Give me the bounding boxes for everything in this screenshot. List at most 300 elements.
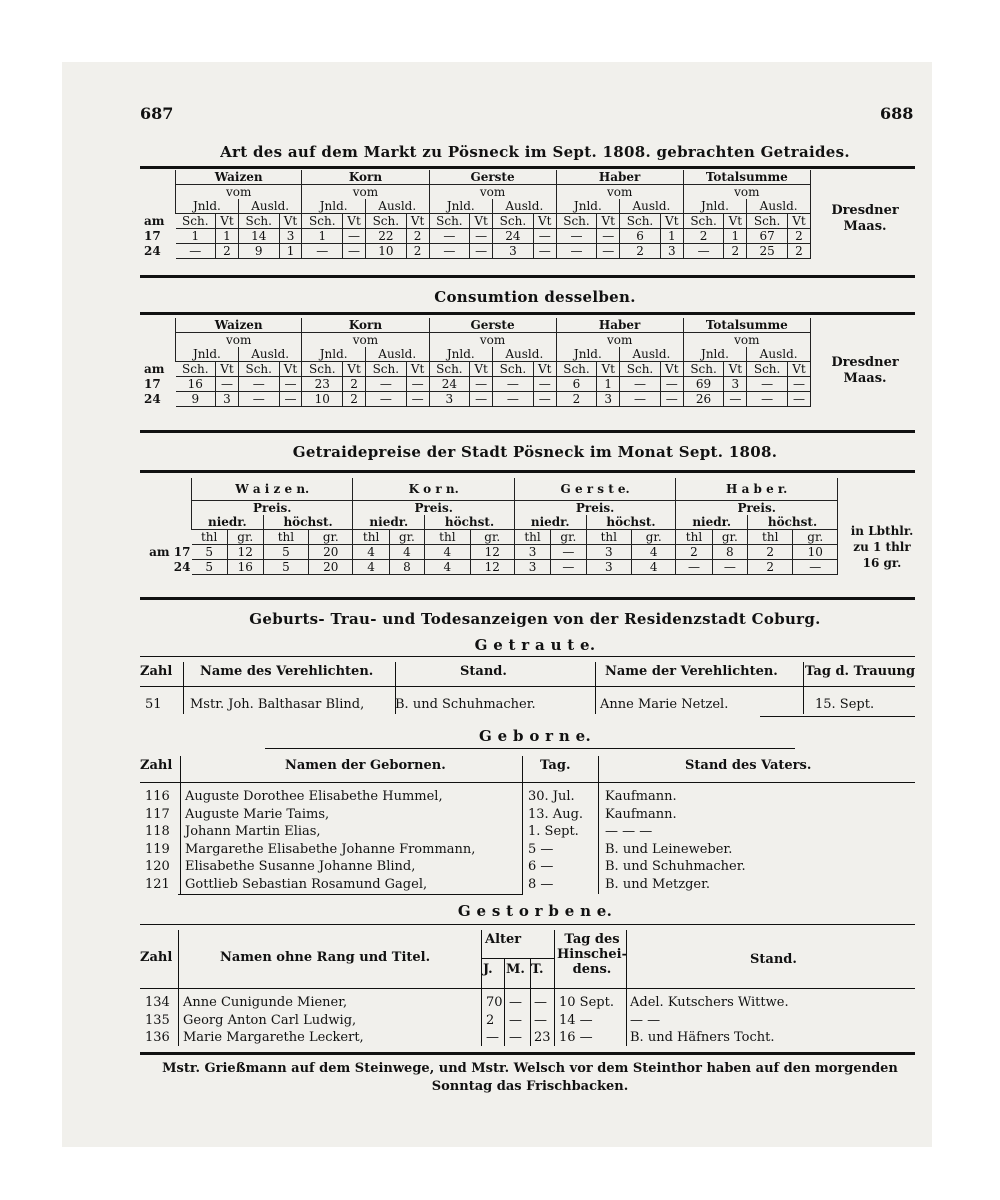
consumption-unit-9-1: Vt [787, 362, 810, 377]
consumption-origin-0-1: Ausld. [238, 347, 302, 362]
market-unit-7-0: Sch. [620, 214, 661, 229]
died-stand: — — [630, 1012, 661, 1028]
market-unit-5-1: Vt [533, 214, 556, 229]
born-rule-top [265, 748, 795, 749]
market-cell: — [302, 244, 343, 259]
married-header [140, 664, 915, 682]
prices-cell: 4 [425, 545, 470, 560]
consumption-vom-2: vom [429, 333, 556, 348]
married-row [140, 696, 915, 713]
consumption-cell: 3 [216, 392, 239, 407]
market-cell: 1 [216, 229, 239, 244]
died-stand: B. und Häfners Tocht. [630, 1030, 775, 1045]
market-origin-3-0: Jnld. [556, 199, 620, 214]
market-unit-label: Dresdner Maas. [831, 203, 899, 234]
consumption-unit-0-0: Sch. [176, 362, 216, 377]
born-no: 116 [145, 789, 170, 804]
consumption-cell: 23 [302, 377, 343, 392]
market-cell: 2 [620, 244, 661, 259]
consumption-cell: 3 [429, 392, 470, 407]
consumption-unit-1-1: Vt [279, 362, 302, 377]
market-cell: 1 [176, 229, 216, 244]
consumption-origin-3-1: Ausld. [620, 347, 684, 362]
market-cell: — [556, 229, 597, 244]
market-origin-row [143, 199, 811, 214]
consumption-grain-3: Haber [556, 318, 683, 333]
prices-preis-2: Preis. [514, 501, 675, 516]
market-cell: 1 [279, 244, 302, 259]
prices-preis-row [143, 501, 838, 516]
consumption-origin-2-1: Ausld. [493, 347, 557, 362]
market-cell: — [429, 244, 470, 259]
prices-cell: 2 [748, 560, 793, 575]
born-day: 1. Sept. [528, 824, 579, 839]
born-header [140, 758, 915, 776]
consumption-vom-4: vom [683, 333, 810, 348]
prices-unit-3-0: thl [425, 530, 470, 545]
died-j: 2 [486, 1012, 495, 1028]
consumption-cell: — [660, 392, 683, 407]
market-unit-2-0: Sch. [302, 214, 343, 229]
consumption-cell: — [365, 392, 406, 407]
prices-cell: 4 [632, 545, 676, 560]
market-cell: — [470, 244, 493, 259]
prices-preis-1: Preis. [353, 501, 514, 516]
consumption-cell: 69 [683, 377, 724, 392]
prices-corner [143, 478, 192, 530]
market-cell: 2 [406, 229, 429, 244]
market-cell: — [343, 244, 366, 259]
prices-cell: 5 [192, 560, 228, 575]
market-origin-4-1: Ausld. [747, 199, 811, 214]
consumption-cell: 1 [597, 377, 620, 392]
prices-unit-corner [143, 530, 192, 545]
consumption-unit-7-0: Sch. [620, 362, 661, 377]
market-cell: 9 [238, 244, 279, 259]
prices-high-2: höchst. [586, 515, 676, 530]
page-number-right: 688 [880, 104, 914, 123]
market-cell: 24 [493, 229, 534, 244]
prices-cell: 2 [676, 545, 712, 560]
born-name: Auguste Dorothee Elisabethe Hummel, [185, 789, 443, 804]
market-vom-3: vom [556, 185, 683, 200]
prices-unit-4-1: gr. [551, 530, 586, 545]
married-title: G e t r a u t e. [474, 636, 596, 654]
died-rule-bottom [140, 1052, 915, 1055]
prices-range-row [143, 515, 838, 530]
born-father: Kaufmann. [605, 789, 677, 804]
market-cell: — [343, 229, 366, 244]
consumption-unit-2-1: Vt [343, 362, 366, 377]
consumption-origin-1-0: Jnld. [302, 347, 366, 362]
died-no: 134 [145, 995, 170, 1010]
market-rule-top [140, 166, 915, 169]
consumption-cell: — [238, 377, 279, 392]
market-grain-2: Gerste [429, 170, 556, 185]
market-title: Art des auf dem Markt zu Pösneck im Sept. 1808. gebrachten Getraides. [220, 143, 850, 161]
prices-unit-6-0: thl [676, 530, 712, 545]
consumption-cell: 26 [683, 392, 724, 407]
prices-rule-top [140, 470, 915, 473]
died-header-j: J. [483, 962, 493, 977]
prices-unit-1-0: thl [263, 530, 308, 545]
died-day: 14 — [559, 1012, 593, 1028]
born-header-day: Tag. [540, 758, 571, 773]
consumption-cell: — [238, 392, 279, 407]
market-day: 17 [144, 229, 161, 243]
market-unit-4-1: Vt [470, 214, 493, 229]
market-origin-1-0: Jnld. [302, 199, 366, 214]
died-j: — [486, 1030, 499, 1045]
consumption-unit-3-1: Vt [406, 362, 429, 377]
consumption-cell: — [787, 377, 810, 392]
consumption-cell: — [620, 377, 661, 392]
market-data-row [143, 244, 811, 259]
market-cell: 2 [683, 229, 724, 244]
market-unit-0-0: Sch. [176, 214, 216, 229]
prices-high-0: höchst. [263, 515, 353, 530]
prices-unit-7-0: thl [748, 530, 793, 545]
consumption-cell: — [747, 392, 788, 407]
market-cell: 67 [747, 229, 788, 244]
consumption-rule-top [140, 312, 915, 315]
born-row [140, 876, 915, 893]
consumption-cell: — [470, 392, 493, 407]
prices-table [143, 478, 838, 575]
prices-cell: 20 [309, 560, 353, 575]
prices-preis-3: Preis. [676, 501, 838, 516]
prices-grain-1: K o r n. [353, 478, 514, 501]
prices-grain-0: W a i z e n. [192, 478, 353, 501]
died-row [140, 994, 915, 1011]
married-header-bride: Name der Verehlichten. [605, 664, 778, 679]
market-cell: 14 [238, 229, 279, 244]
prices-cell: 4 [389, 545, 424, 560]
consumption-origin-0-0: Jnld. [176, 347, 239, 362]
born-father: Kaufmann. [605, 806, 677, 822]
died-name: Georg Anton Carl Ludwig, [183, 1012, 357, 1028]
died-header-name: Namen ohne Rang und Titel. [220, 950, 431, 965]
market-cell: — [556, 244, 597, 259]
market-cell: — [176, 244, 216, 259]
married-vline-1 [183, 662, 184, 714]
died-rule-top [140, 924, 915, 925]
consumption-unit-label: Dresdner Maas. [831, 355, 899, 386]
consumption-cell: — [533, 377, 556, 392]
market-grain-0: Waizen [176, 170, 302, 185]
prices-day: 24 [173, 560, 191, 574]
prices-cell: 3 [514, 545, 550, 560]
married-header-name: Name des Verehlichten. [200, 664, 374, 679]
prices-unit-5-1: gr. [632, 530, 676, 545]
died-row [140, 1029, 915, 1046]
married-rule-top [140, 656, 915, 657]
died-header-m: M. [506, 962, 525, 977]
born-row [140, 823, 915, 840]
prices-cell: 2 [748, 545, 793, 560]
consumption-cell: — [533, 392, 556, 407]
died-m: — [509, 995, 522, 1010]
market-cell: 2 [216, 244, 239, 259]
died-day: 10 Sept. [559, 995, 614, 1010]
prices-cell: — [551, 545, 586, 560]
market-cell: 1 [724, 229, 747, 244]
married-vline-2 [395, 662, 396, 714]
died-vline-2 [481, 930, 482, 1046]
married-header-zahl: Zahl [140, 664, 173, 679]
prices-unit-label-3: 16 gr. [862, 556, 902, 570]
died-vline-1 [178, 930, 179, 1046]
married-vline-4 [803, 662, 804, 714]
prices-unit-7-1: gr. [793, 530, 838, 545]
market-vom-2: vom [429, 185, 556, 200]
prices-cell: 20 [309, 545, 353, 560]
market-cell: 1 [302, 229, 343, 244]
market-unit-row [143, 214, 811, 229]
consumption-cell: — [216, 377, 239, 392]
married-bride: Anne Marie Netzel. [600, 697, 729, 712]
died-t: — [534, 995, 547, 1010]
born-day: 5 — [528, 841, 554, 857]
consumption-unit-5-0: Sch. [493, 362, 534, 377]
market-cell: — [429, 229, 470, 244]
prices-day: am 17 [149, 545, 191, 559]
prices-cell: 5 [263, 545, 308, 560]
market-grain-3: Haber [556, 170, 683, 185]
died-header-t: T. [531, 962, 544, 977]
market-corner [143, 170, 176, 214]
consumption-origin-row [143, 347, 811, 362]
prices-cell: 12 [470, 545, 514, 560]
consumption-unit-8-1: Vt [724, 362, 747, 377]
consumption-origin-2-0: Jnld. [429, 347, 493, 362]
market-origin-2-0: Jnld. [429, 199, 493, 214]
prices-cell: — [676, 560, 712, 575]
market-vom-1: vom [302, 185, 429, 200]
died-no: 135 [145, 1012, 170, 1028]
prices-cell: 12 [227, 545, 263, 560]
prices-unit-0-1: gr. [227, 530, 263, 545]
prices-cell: 16 [227, 560, 263, 575]
prices-cell: 4 [425, 560, 470, 575]
died-header-stand: Stand. [750, 952, 797, 967]
prices-cell: 8 [389, 560, 424, 575]
consumption-cell: — [747, 377, 788, 392]
consumption-corner [143, 318, 176, 362]
market-origin-4-0: Jnld. [683, 199, 747, 214]
market-grain-4: Totalsumme [683, 170, 810, 185]
consumption-grain-4: Totalsumme [683, 318, 810, 333]
born-header-father: Stand des Vaters. [685, 758, 812, 773]
consumption-unit-8-0: Sch. [683, 362, 724, 377]
prices-title: Getraidepreise der Stadt Pösneck im Monat Sept. 1808. [292, 443, 778, 461]
prices-unit-5-0: thl [586, 530, 631, 545]
died-day: 16 — [559, 1030, 593, 1045]
prices-low-3: niedr. [676, 515, 748, 530]
consumption-cell: 2 [343, 392, 366, 407]
born-day: 6 — [528, 859, 554, 874]
consumption-cell: — [493, 392, 534, 407]
market-cell: 2 [724, 244, 747, 259]
died-t: — [534, 1012, 547, 1028]
consumption-unit-3-0: Sch. [365, 362, 406, 377]
born-header-name: Namen der Gebornen. [285, 758, 446, 773]
born-vline-2 [522, 756, 523, 894]
market-am-label: am [144, 214, 165, 228]
married-date: 15. Sept. [815, 697, 875, 712]
market-cell: 2 [406, 244, 429, 259]
market-origin-2-1: Ausld. [493, 199, 557, 214]
consumption-data-row [143, 377, 811, 392]
born-name: Auguste Marie Taims, [185, 806, 330, 822]
consumption-unit-4-1: Vt [470, 362, 493, 377]
market-unit-1-0: Sch. [238, 214, 279, 229]
consumption-cell: 24 [429, 377, 470, 392]
prices-grain-row [143, 478, 838, 501]
market-origin-0-1: Ausld. [238, 199, 302, 214]
consumption-unit-row [143, 362, 811, 377]
market-unit-9-1: Vt [787, 214, 810, 229]
prices-cell: — [793, 560, 838, 575]
died-alter-rule [481, 958, 554, 959]
prices-low-2: niedr. [514, 515, 586, 530]
prices-cell: 5 [263, 560, 308, 575]
market-unit-8-0: Sch. [683, 214, 724, 229]
market-cell: — [683, 244, 724, 259]
prices-cell: 3 [514, 560, 550, 575]
consumption-cell: 16 [176, 377, 216, 392]
married-header-stand: Stand. [460, 664, 507, 679]
born-header-zahl: Zahl [140, 758, 173, 773]
prices-high-3: höchst. [748, 515, 838, 530]
consumption-cell: 9 [176, 392, 216, 407]
born-name: Margarethe Elisabethe Johanne Frommann, [185, 841, 476, 857]
consumption-cell: — [406, 377, 429, 392]
consumption-unit-5-1: Vt [533, 362, 556, 377]
consumption-cell: — [279, 392, 302, 407]
died-rule-mid [140, 988, 915, 989]
consumption-cell: 6 [556, 377, 597, 392]
died-no: 136 [145, 1030, 170, 1045]
born-row [140, 806, 915, 823]
market-unit-6-1: Vt [597, 214, 620, 229]
market-unit-4-0: Sch. [429, 214, 470, 229]
consumption-cell: — [365, 377, 406, 392]
prices-unit-1-1: gr. [309, 530, 353, 545]
market-cell: 1 [660, 229, 683, 244]
prices-unit-label [842, 523, 922, 571]
born-no: 118 [145, 824, 170, 839]
market-rule-bottom [140, 275, 915, 278]
prices-low-1: niedr. [353, 515, 425, 530]
market-cell: 2 [787, 244, 810, 259]
prices-preis-0: Preis. [192, 501, 353, 516]
consumption-vom-0: vom [176, 333, 302, 348]
consumption-cell: 3 [724, 377, 747, 392]
market-unit-3-1: Vt [406, 214, 429, 229]
died-vline-6 [626, 930, 627, 1046]
market-cell: 22 [365, 229, 406, 244]
consumption-unit-9-0: Sch. [747, 362, 788, 377]
born-vline-3 [598, 756, 599, 894]
prices-cell: 4 [353, 560, 389, 575]
born-name: Elisabethe Susanne Johanne Blind, [185, 859, 416, 874]
market-cell: — [597, 244, 620, 259]
consumption-cell: — [724, 392, 747, 407]
prices-cell: 8 [712, 545, 747, 560]
prices-unit-3-1: gr. [470, 530, 514, 545]
consumption-title: Consumtion desselben. [434, 288, 636, 306]
born-father: B. und Metzger. [605, 876, 711, 892]
market-grain-row [143, 170, 811, 185]
married-name: Mstr. Joh. Balthasar Blind, [190, 697, 365, 712]
coburg-title: Geburts- Trau- und Todesanzeigen von der Residenzstadt Coburg. [249, 610, 821, 628]
market-data-row [143, 229, 811, 244]
born-day: 13. Aug. [528, 806, 584, 822]
born-row [140, 841, 915, 858]
prices-unit-row [143, 530, 838, 545]
market-unit-2-1: Vt [343, 214, 366, 229]
consumption-rule-bottom [140, 430, 915, 433]
born-rule-mid [140, 782, 915, 783]
market-unit-6-0: Sch. [556, 214, 597, 229]
died-row [140, 1012, 915, 1029]
market-cell: 3 [279, 229, 302, 244]
consumption-unit-2-0: Sch. [302, 362, 343, 377]
consumption-unit-0-1: Vt [216, 362, 239, 377]
born-vline-1 [180, 756, 181, 894]
market-unit-3-0: Sch. [365, 214, 406, 229]
prices-high-1: höchst. [425, 515, 515, 530]
consumption-grain-2: Gerste [429, 318, 556, 333]
prices-unit-label-1: in Lbthlr. [850, 524, 914, 538]
market-unit-8-1: Vt [724, 214, 747, 229]
market-cell: 6 [620, 229, 661, 244]
married-rule-bottom [760, 716, 915, 717]
consumption-vom-1: vom [302, 333, 429, 348]
born-father: B. und Leineweber. [605, 841, 733, 857]
died-name: Marie Margarethe Leckert, [183, 1030, 364, 1045]
prices-cell: 3 [586, 560, 631, 575]
died-m: — [509, 1030, 522, 1045]
prices-cell: 4 [353, 545, 389, 560]
market-cell: 25 [747, 244, 788, 259]
market-day: 24 [144, 244, 161, 258]
consumption-table [143, 318, 811, 407]
page-number-left: 687 [140, 104, 174, 123]
prices-unit-4-0: thl [514, 530, 550, 545]
market-origin-3-1: Ausld. [620, 199, 684, 214]
market-table [143, 170, 811, 259]
consumption-vom-3: vom [556, 333, 683, 348]
born-no: 119 [145, 841, 170, 857]
consumption-unit-6-0: Sch. [556, 362, 597, 377]
market-cell: 10 [365, 244, 406, 259]
market-unit-0-1: Vt [216, 214, 239, 229]
consumption-am-label: am [144, 362, 165, 376]
prices-grain-3: H a b e r. [676, 478, 838, 501]
consumption-origin-4-0: Jnld. [683, 347, 747, 362]
consumption-data-row [143, 392, 811, 407]
prices-unit-2-1: gr. [389, 530, 424, 545]
market-cell: 3 [493, 244, 534, 259]
market-cell: — [470, 229, 493, 244]
born-day: 30. Jul. [528, 789, 575, 804]
consumption-origin-3-0: Jnld. [556, 347, 620, 362]
married-stand: B. und Schuhmacher. [395, 697, 536, 712]
prices-data-row [143, 545, 838, 560]
died-t: 23 [534, 1030, 551, 1045]
